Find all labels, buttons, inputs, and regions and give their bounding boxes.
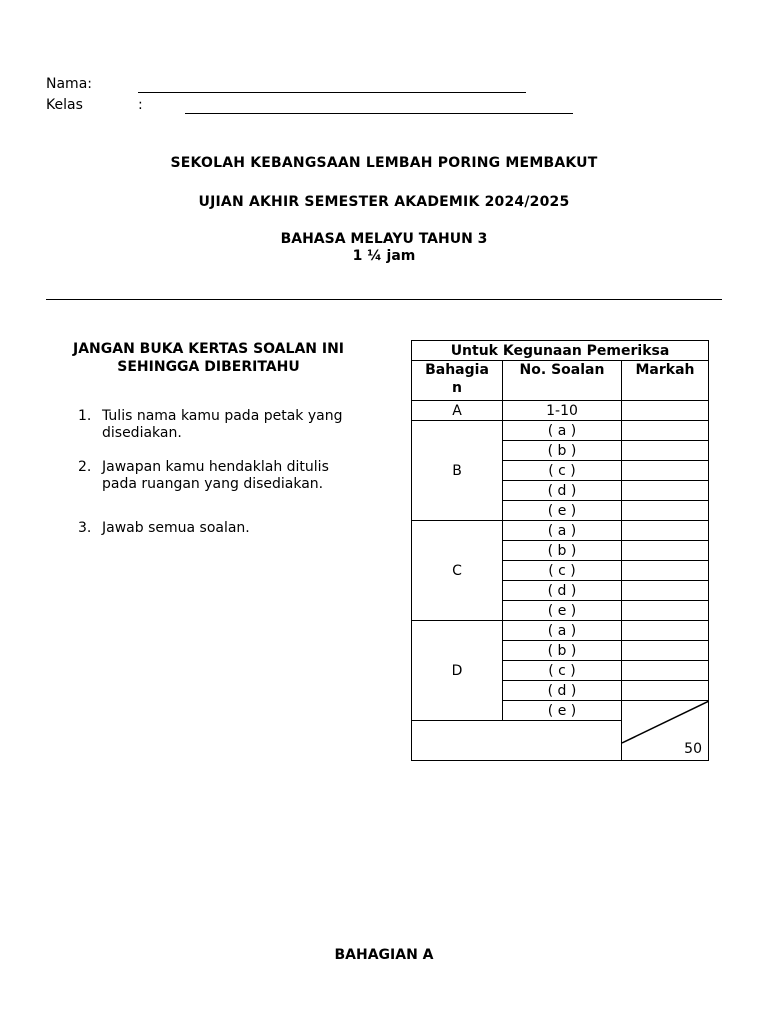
mark-cell[interactable] xyxy=(622,401,709,421)
duration: 1 ¼ jam xyxy=(352,248,416,264)
exam-title: UJIAN AKHIR SEMESTER AKADEMIK 2024/2025 xyxy=(198,194,570,210)
question-label: ( e ) xyxy=(503,701,622,721)
col-header-question: No. Soalan xyxy=(503,361,622,401)
mark-cell[interactable] xyxy=(622,561,709,581)
section-label: A xyxy=(412,401,503,421)
col-header-mark: Markah xyxy=(622,361,709,401)
instruction-number: 1. xyxy=(78,408,92,424)
instruction-number: 2. xyxy=(78,459,92,475)
question-label: ( b ) xyxy=(503,541,622,561)
mark-cell[interactable] xyxy=(622,601,709,621)
table-row xyxy=(412,421,709,441)
class-label: Kelas xyxy=(46,97,83,113)
question-label: ( a ) xyxy=(503,621,622,641)
school-title: SEKOLAH KEBANGSAAN LEMBAH PORING MEMBAKUT xyxy=(170,155,598,171)
class-colon: : xyxy=(138,97,143,113)
instruction-number: 3. xyxy=(78,520,92,536)
table-row xyxy=(412,401,709,421)
mark-cell[interactable] xyxy=(622,621,709,641)
question-label: ( a ) xyxy=(503,421,622,441)
mark-cell[interactable] xyxy=(622,661,709,681)
instruction-text: Jawapan kamu hendaklah ditulis pada ruangan yang disediakan. xyxy=(102,459,329,492)
class-line[interactable] xyxy=(185,113,573,114)
mark-cell[interactable] xyxy=(622,681,709,701)
mark-cell[interactable] xyxy=(622,421,709,441)
section-heading: BAHAGIAN A xyxy=(334,947,434,963)
total-mark: 50 xyxy=(684,741,702,757)
divider xyxy=(46,299,722,300)
mark-cell[interactable] xyxy=(622,521,709,541)
total-label-cell xyxy=(412,721,622,761)
mark-cell[interactable] xyxy=(622,461,709,481)
question-label: ( b ) xyxy=(503,441,622,461)
question-label: 1-10 xyxy=(503,401,622,421)
name-line[interactable] xyxy=(138,92,526,93)
mark-table xyxy=(411,340,709,761)
question-label: ( d ) xyxy=(503,681,622,701)
table-row xyxy=(412,521,709,541)
instruction-text: Jawab semua soalan. xyxy=(102,520,250,536)
mark-cell[interactable] xyxy=(622,641,709,661)
mark-cell[interactable] xyxy=(622,481,709,501)
instruction-text: Tulis nama kamu pada petak yang disediakan. xyxy=(102,408,343,441)
mark-cell[interactable] xyxy=(622,501,709,521)
question-label: ( d ) xyxy=(503,581,622,601)
question-label: ( c ) xyxy=(503,561,622,581)
question-label: ( e ) xyxy=(503,501,622,521)
instruction-item xyxy=(78,459,358,493)
name-label: Nama: xyxy=(46,76,92,92)
question-label: ( c ) xyxy=(503,461,622,481)
warning-text: JANGAN BUKA KERTAS SOALAN INI SEHINGGA DIBERITAHU xyxy=(72,341,345,375)
mark-cell[interactable] xyxy=(622,441,709,461)
question-label: ( c ) xyxy=(503,661,622,681)
table-row xyxy=(412,621,709,641)
total-mark-cell[interactable] xyxy=(622,701,709,761)
subject-title: BAHASA MELAYU TAHUN 3 xyxy=(280,231,488,247)
section-label: B xyxy=(412,421,503,521)
section-label: C xyxy=(412,521,503,621)
question-label: ( e ) xyxy=(503,601,622,621)
question-label: ( b ) xyxy=(503,641,622,661)
instruction-item xyxy=(78,520,358,537)
instruction-item xyxy=(78,408,358,442)
question-label: ( a ) xyxy=(503,521,622,541)
mark-table-title: Untuk Kegunaan Pemeriksa xyxy=(412,341,709,361)
section-label: D xyxy=(412,621,503,721)
question-label: ( d ) xyxy=(503,481,622,501)
mark-cell[interactable] xyxy=(622,541,709,561)
col-header-section: Bahagia n xyxy=(412,361,503,401)
mark-cell[interactable] xyxy=(622,581,709,601)
